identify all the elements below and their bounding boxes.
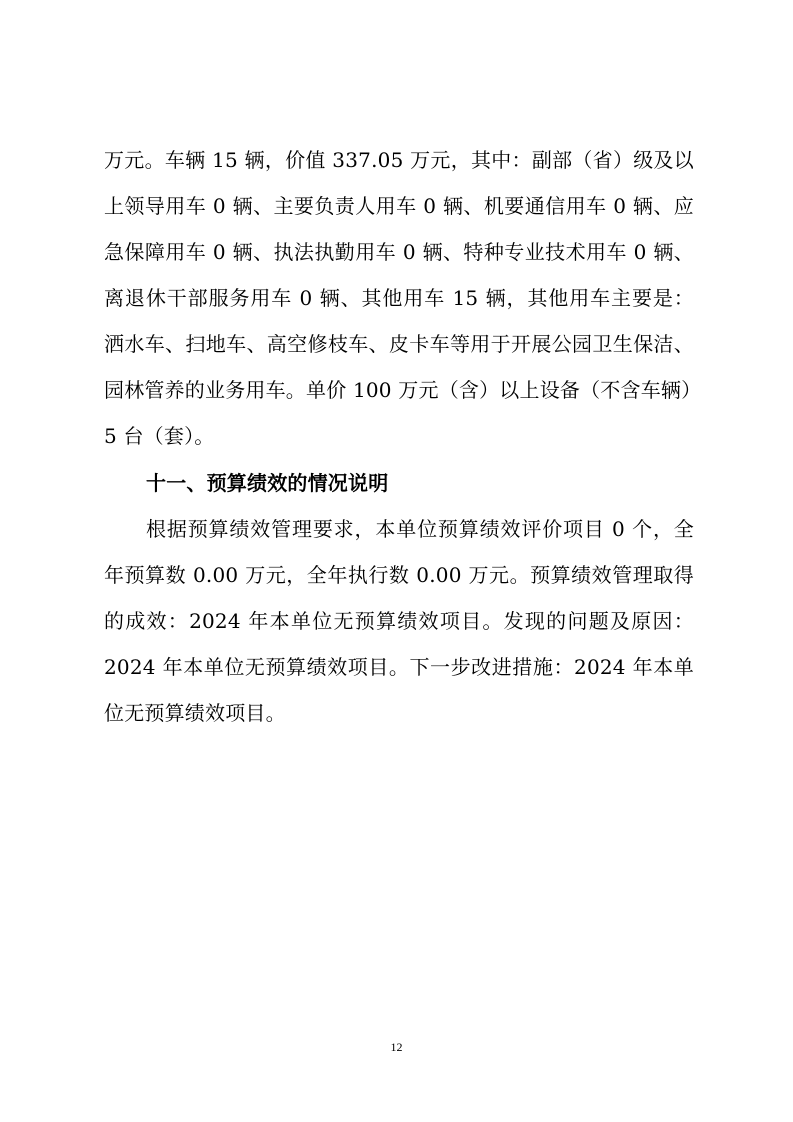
paragraph-line: 根据预算绩效管理要求，本单位预算绩效评价项目 0 个，全 [146, 517, 694, 541]
paragraph-line: 位无预算绩效项目。 [104, 701, 286, 725]
paragraph-line: 年预算数 0.00 万元，全年执行数 0.00 万元。预算绩效管理取得 [104, 563, 694, 587]
paragraph-line: 万元。车辆 15 辆，价值 337.05 万元，其中：副部（省）级及以 [104, 148, 694, 172]
paragraph-line: 离退休干部服务用车 0 辆、其他用车 15 辆，其他用车主要是： [104, 286, 694, 310]
paragraph-line: 2024 年本单位无预算绩效项目。下一步改进措施：2024 年本单 [104, 655, 694, 679]
page-number: 12 [390, 1040, 403, 1054]
paragraph-line: 急保障用车 0 辆、执法执勤用车 0 辆、特种专业技术用车 0 辆、 [104, 240, 694, 264]
paragraph-line: 的成效：2024 年本单位无预算绩效项目。发现的问题及原因： [104, 609, 694, 633]
paragraph-line: 5 台（套）。 [104, 424, 215, 448]
paragraph-line: 园林管养的业务用车。单价 100 万元（含）以上设备（不含车辆） [104, 378, 702, 402]
paragraph-line: 洒水车、扫地车、高空修枝车、皮卡车等用于开展公园卫生保洁、 [104, 332, 694, 356]
paragraph-line: 上领导用车 0 辆、主要负责人用车 0 辆、机要通信用车 0 辆、应 [104, 194, 694, 218]
section-heading: 十一、预算绩效的情况说明 [146, 471, 389, 495]
